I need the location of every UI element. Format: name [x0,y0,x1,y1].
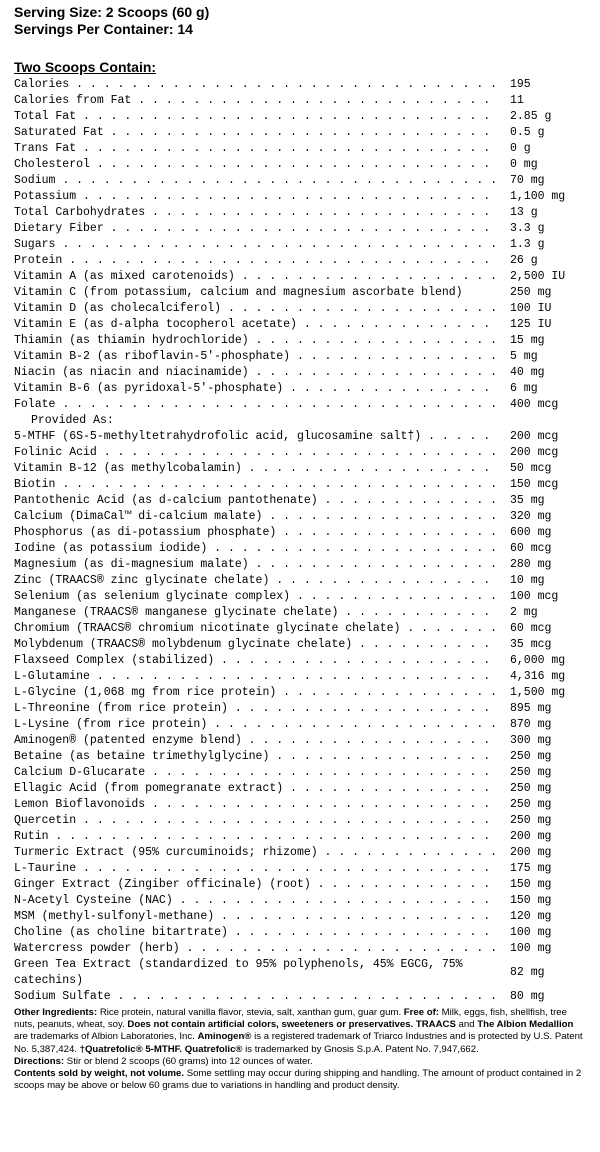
nutrient-row [14,829,586,845]
nutrient-row [14,285,586,301]
nutrient-amount: 100 IU [510,302,552,315]
nutrient-amount: 11 [510,94,524,107]
nutrient-row [14,813,586,829]
nutrient-row [14,221,586,237]
dot-leader: . . . . . . . . . . . . . . . . . . [248,334,498,347]
nutrient-name: Vitamin D (as cholecalciferol) [14,302,222,315]
footer-notes [14,1007,586,1092]
aminogen-text: is a registered trademark of Triarco Industries and is protected by U.S. Patent No. 5,387,424. [14,1031,583,1055]
albion-label: The Albion Medallion [477,1019,574,1031]
nutrient-name: L-Threonine (from rice protein) [14,702,228,715]
nutrient-name: Quercetin [14,814,77,827]
dot-leader: . . . . . . . . . . . [338,606,491,619]
dot-leader: . . . . . . . . . . . . . . . [290,590,498,603]
traacs-label: TRAACS [415,1019,456,1031]
nutrient-row [14,525,586,541]
dot-leader: . . . . . . . . . . . . . . . . . . . [227,702,491,715]
nutrient-amount: 895 mg [510,702,552,715]
dot-leader: . . . . . . . . . . . . . . . . . . . . . . . . . . . . . [89,158,491,171]
nutrient-row [14,733,586,749]
nutrient-amount: 0.5 g [510,126,545,139]
nutrient-amount: 280 mg [510,558,552,571]
dot-leader: . . . . . . . . . . . . . . . . . . . . . [207,718,498,731]
nutrient-row [14,301,586,317]
nutrient-name: Iodine (as potassium iodide) [14,542,208,555]
dot-leader: . . . . . . . . . . . . . . . . . . . . . . . . . . . . . . [76,190,491,203]
dot-leader: . . . . . . . . . . . . . . . . . . . . . . . . . [145,798,491,811]
nutrient-name: Chromium (TRAACS® chromium nicotinate glycinate chelate) [14,622,401,635]
nutrient-amount: 10 mg [510,574,545,587]
dot-leader: . . . . . . . . . . . . . . . . . . [241,462,491,475]
dot-leader: . . . . . [421,430,491,443]
nutrient-name: Dietary Fiber [14,222,104,235]
nutrient-row [14,893,586,909]
albion-text: are trademarks of Albion Laboratories, Inc. [14,1031,198,1043]
nutrient-amount: 250 mg [510,750,552,763]
nutrient-name: Biotin [14,478,56,491]
nutrient-amount: 150 mcg [510,478,559,491]
dot-leader: . . . . . . . . . . . . . . . [283,382,491,395]
dot-leader: . . . . . . . . . . . . . . . . . . . . . . . . . . . . . . [76,814,491,827]
nutrient-name: Sodium [14,174,56,187]
nutrient-row [14,237,586,253]
nutrient-name: Sugars [14,238,56,251]
servings-per-container: Servings Per Container: 14 [14,21,193,37]
nutrient-name: Vitamin C (from potassium, calcium and magnesium ascorbate blend) [14,286,463,299]
nutrient-name: Vitamin B-2 (as riboflavin-5'-phosphate) [14,350,291,363]
nutrient-amount: 6 mg [510,382,538,395]
nutrient-name: Molybdenum (TRAACS® molybdenum glycinate chelate) [14,638,353,651]
nutrient-row [14,685,586,701]
nutrient-name: L-Glutamine [14,670,90,683]
dot-leader: . . . . . . . . . . . . . . . . . . . . . . . . . . . . . . [76,862,491,875]
nutrient-amount: 100 mg [510,942,552,955]
directions-paragraph [14,1056,586,1068]
nutrient-subheading [14,413,586,429]
nutrient-row [14,637,586,653]
nutrient-name: Cholesterol [14,158,90,171]
nutrient-row [14,109,586,125]
dot-leader: . . . . . . . . . . . . . . . . . . . . . . . . . . . . . . [76,142,491,155]
nutrient-row [14,621,586,637]
nutrient-row [14,317,586,333]
nutrient-amount: 60 mcg [510,622,552,635]
nutrient-row [14,765,586,781]
section-title: Two Scoops Contain: [14,59,157,75]
nutrient-amount: 4,316 mg [510,670,566,683]
nutrient-name: Ginger Extract (Zingiber officinale) (root) [14,878,311,891]
nutrient-row [14,189,586,205]
nutrient-amount: 5 mg [510,350,538,363]
nutrient-row [14,77,586,93]
dot-leader: . . . . . . . . . . . . . . . . . . . . . . . [179,942,498,955]
nutrient-amount: 870 mg [510,718,552,731]
nutrient-row [14,957,586,989]
nutrient-name: Lemon Bioflavonoids [14,798,146,811]
nutrient-amount: 250 mg [510,782,552,795]
nutrient-row [14,461,586,477]
nutrient-amount: 40 mg [510,366,545,379]
nutrient-amount: 250 mg [510,814,552,827]
dot-leader: . . . . . . . . . . . . . . . [290,350,498,363]
dot-leader: . . . . . . . . . . . . . . . . . . . . [221,302,498,315]
and-text: and [455,1019,478,1031]
nutrient-name: Green Tea Extract (standardized to 95% polyphenols, 45% EGCG, 75% catechins) [14,958,463,987]
dot-leader: . . . . . . . . . . [352,638,491,651]
nutrient-row [14,557,586,573]
nutrient-row [14,797,586,813]
nutrient-name: Folinic Acid [14,446,97,459]
nutrient-name: Selenium (as selenium glycinate complex) [14,590,291,603]
nutrient-amount: 195 [510,78,531,91]
nutrient-row [14,269,586,285]
nutrient-row [14,589,586,605]
nutrient-row [14,509,586,525]
nutrient-name: N-Acetyl Cysteine (NAC) [14,894,173,907]
nutrient-amount: 60 mcg [510,542,552,555]
nutrient-amount: 82 mg [510,966,545,979]
nutrient-row [14,445,586,461]
dot-leader: . . . . . . . . . . . . . . . . [276,526,498,539]
dot-leader: . . . . . . . . . . . . . . . . . . . . . . . . . . . . . . . . [55,398,498,411]
nutrient-amount: 0 mg [510,158,538,171]
nutrient-row [14,477,586,493]
dot-leader: . . . . . . . . . . . . . . . . [269,750,491,763]
quatrefolic-mark: †Quatrefolic® 5-MTHF. [79,1043,183,1055]
nutrient-row [14,669,586,685]
ingredients-paragraph [14,1007,586,1056]
nutrient-row [14,125,586,141]
nutrient-name: L-Taurine [14,862,77,875]
nutrient-row [14,605,586,621]
nutrient-row [14,349,586,365]
nutrient-name: Trans Fat [14,142,77,155]
nutrient-name: Thiamin (as thiamin hydrochloride) [14,334,249,347]
nutrient-name: 5-MTHF (6S-5-methyltetrahydrofolic acid, glucosamine salt†) [14,430,422,443]
quatrefolic-text: is trademarked by Gnosis S.p.A. Patent No. 7,947,662. [242,1043,479,1055]
nutrient-name: Folate [14,398,56,411]
nutrient-name: Niacin (as niacin and niacinamide) [14,366,249,379]
nutrient-name: Saturated Fat [14,126,104,139]
dot-leader: . . . . . . . . . . . . . . [296,318,491,331]
contents-text: Some settling may occur during shipping and handling. The amount of product contained in 2 scoops may be above or below 60 grams due to variations in handling and product density. [14,1068,582,1092]
quatrefolic-label: Quatrefolic® [184,1043,243,1055]
nutrient-row [14,541,586,557]
nutrient-amount: 0 g [510,142,531,155]
nutrient-row [14,861,586,877]
nutrient-amount: 200 mg [510,846,552,859]
nutrient-row [14,749,586,765]
nutrient-name: Choline (as choline bitartrate) [14,926,228,939]
free-of-text: Milk, eggs, fish, shellfish, tree nuts, peanuts, wheat, soy. [14,1007,567,1031]
dot-leader: . . . . . . . . . . . . . . . . . . . . . . . [172,894,491,907]
nutrient-amount: 50 mcg [510,462,552,475]
nutrient-row [14,253,586,269]
nutrient-name: Manganese (TRAACS® manganese glycinate chelate) [14,606,339,619]
dot-leader: . . . . . . . . . . . . . . . . . . . . . . . . . . . . . . . . [55,174,498,187]
dot-leader: . . . . . . . . . . . . . . . . . . [248,558,498,571]
nutrient-name: Betaine (as betaine trimethylglycine) [14,750,270,763]
dot-leader: . . . . . . . . . . . . . . . . . . . . . . . . . . . . [103,126,491,139]
nutrient-name: Vitamin A (as mixed carotenoids) [14,270,235,283]
nutrient-amount: 80 mg [510,990,545,1003]
dot-leader: . . . . . . . . . . . . . . . . . . . . . . . . . . . . . . . . [55,478,498,491]
dot-leader: . . . . . . . . . . . . . [317,494,498,507]
nutrient-row [14,573,586,589]
dot-leader: . . . . . . . . . . . . . . . . . . . . [214,654,491,667]
nutrient-amount: 300 mg [510,734,552,747]
nutrient-row [14,173,586,189]
nutrient-row [14,333,586,349]
nutrient-row [14,381,586,397]
nutrient-name: Vitamin B-12 (as methylcobalamin) [14,462,242,475]
nutrient-row [14,781,586,797]
dot-leader: . . . . . . . . . . . . . . . . . . . . . . . . . . . . . [89,670,491,683]
nutrient-name: Magnesium (as di-magnesium malate) [14,558,249,571]
nutrient-name: Calories [14,78,70,91]
nutrient-name: Aminogen® (patented enzyme blend) [14,734,242,747]
nutrient-list [14,77,586,1005]
other-ingredients-text: Rice protein, natural vanilla flavor, stevia, salt, xanthan gum, guar gum. [97,1007,404,1018]
nutrient-amount: 150 mg [510,894,552,907]
directions-label: Directions: [14,1055,65,1067]
nutrient-amount: 100 mcg [510,590,559,603]
dot-leader: . . . . . . . . . . . . . [317,846,498,859]
nutrient-name: Vitamin E (as d-alpha tocopherol acetate) [14,318,297,331]
nutrient-row [14,429,586,445]
nutrient-name: Watercress powder (herb) [14,942,180,955]
dot-leader: . . . . . . . [400,622,498,635]
nutrient-amount: 2 mg [510,606,538,619]
nutrient-row [14,717,586,733]
dot-leader: . . . . . . . . . . . . . . . . . . . . . . . . . . . . . . . . [55,238,498,251]
aminogen-label: Aminogen® [197,1031,252,1043]
nutrient-amount: 150 mg [510,878,552,891]
nutrient-row [14,493,586,509]
nutrient-amount: 320 mg [510,510,552,523]
nutrient-amount: 175 mg [510,862,552,875]
nutrient-row [14,653,586,669]
nutrient-name: Pantothenic Acid (as d-calcium pantothenate) [14,494,318,507]
dot-leader: . . . . . . . . . . . . . . . . [269,574,491,587]
nutrient-row [14,909,586,925]
no-artificial-statement: Does not contain artificial colors, sweeteners or preservatives. [127,1019,414,1031]
nutrient-name: MSM (methyl-sulfonyl-methane) [14,910,215,923]
contents-paragraph [14,1068,586,1092]
dot-leader: . . . . . . . . . . . . . . . . . . . [234,270,498,283]
nutrient-name: Total Carbohydrates [14,206,146,219]
nutrient-row [14,93,586,109]
nutrient-name: Zinc (TRAACS® zinc glycinate chelate) [14,574,270,587]
nutrient-amount: 1,100 mg [510,190,566,203]
dot-leader: . . . . . . . . . . . . . . . . . . [241,734,491,747]
dot-leader: . . . . . . . . . . . . . . . . . . . . . . . . . [145,206,491,219]
nutrient-row [14,845,586,861]
nutrient-row [14,397,586,413]
nutrient-amount: 2.85 g [510,110,552,123]
nutrient-name: Provided As: [31,414,114,427]
nutrient-amount: 6,000 mg [510,654,566,667]
other-ingredients-label: Other Ingredients: [14,1007,98,1018]
dot-leader: . . . . . . . . . . . . . . . . . . . . . . . . . . . . . . [76,110,491,123]
dot-leader: . . . . . . . . . . . . . . . . . . . . . . . . . . . . . . . [69,78,498,91]
nutrient-amount: 250 mg [510,286,552,299]
nutrient-amount: 1.3 g [510,238,545,251]
nutrient-row [14,157,586,173]
nutrient-amount: 100 mg [510,926,552,939]
dot-leader: . . . . . . . . . . . . . . . . . . [248,366,498,379]
nutrient-amount: 35 mg [510,494,545,507]
nutrient-amount: 35 mcg [510,638,552,651]
nutrient-name: L-Glycine (1,068 mg from rice protein) [14,686,277,699]
serving-size: Serving Size: 2 Scoops (60 g) [14,4,210,20]
dot-leader: . . . . . . . . . . . . . . . . . . . . [214,910,491,923]
nutrient-amount: 200 mcg [510,430,559,443]
nutrient-name: Protein [14,254,63,267]
nutrient-name: Calcium (DimaCal™ di-calcium malate) [14,510,263,523]
nutrient-name: Vitamin B-6 (as pyridoxal-5'-phosphate) [14,382,284,395]
nutrient-name: Calories from Fat [14,94,132,107]
nutrient-name: Rutin [14,830,49,843]
nutrient-name: Total Fat [14,110,77,123]
nutrient-amount: 13 g [510,206,538,219]
nutrient-amount: 200 mcg [510,446,559,459]
dot-leader: . . . . . . . . . . . . . . . . . . . . . . . . . . . . . [96,446,498,459]
nutrient-name: L-Lysine (from rice protein) [14,718,208,731]
nutrient-name: Phosphorus (as di-potassium phosphate) [14,526,277,539]
nutrient-row [14,989,586,1005]
dot-leader: . . . . . . . . . . . . . . . . . . . [227,926,491,939]
nutrient-amount: 250 mg [510,798,552,811]
nutrient-row [14,925,586,941]
dot-leader: . . . . . . . . . . . . . . . . . . . . . [207,542,498,555]
nutrient-row [14,141,586,157]
dot-leader: . . . . . . . . . . . . . . . . . . . . . . . . . [145,766,491,779]
dot-leader: . . . . . . . . . . . . . . . . . . . . . . . . . . . . [103,222,491,235]
nutrient-row [14,877,586,893]
nutrient-amount: 3.3 g [510,222,545,235]
nutrient-amount: 70 mg [510,174,545,187]
nutrient-name: Potassium [14,190,77,203]
free-of-label: Free of: [403,1007,439,1018]
dot-leader: . . . . . . . . . . . . . . . [283,782,491,795]
dot-leader: . . . . . . . . . . . . . . . . . . . . . . . . . . . . [110,990,498,1003]
dot-leader: . . . . . . . . . . . . . . . . . [262,510,498,523]
nutrient-amount: 125 IU [510,318,552,331]
nutrient-name: Turmeric Extract (95% curcuminoids; rhizome) [14,846,318,859]
supplement-facts-panel [14,4,586,1092]
nutrient-name: Flaxseed Complex (stabilized) [14,654,215,667]
nutrient-amount: 1,500 mg [510,686,566,699]
nutrient-amount: 120 mg [510,910,552,923]
dot-leader: . . . . . . . . . . . . . . . . . . . . . . . . . . . . . . . [62,254,491,267]
nutrient-row [14,941,586,957]
nutrient-amount: 600 mg [510,526,552,539]
nutrient-amount: 200 mg [510,830,552,843]
dot-leader: . . . . . . . . . . . . . . . . . . . . . . . . . . [131,94,491,107]
nutrient-amount: 400 mcg [510,398,559,411]
nutrient-row [14,205,586,221]
nutrient-amount: 15 mg [510,334,545,347]
nutrient-name: Sodium Sulfate [14,990,111,1003]
nutrient-row [14,701,586,717]
nutrient-amount: 26 g [510,254,538,267]
contents-label: Contents sold by weight, not volume. [14,1068,185,1080]
dot-leader: . . . . . . . . . . . . . . . . . . . . . . . . . . . . . . . . [48,830,491,843]
nutrient-name: Ellagic Acid (from pomegranate extract) [14,782,284,795]
nutrient-amount: 2,500 IU [510,270,566,283]
dot-leader: . . . . . . . . . . . . . . . . [276,686,498,699]
directions-text: Stir or blend 2 scoops (60 grams) into 12 ounces of water. [64,1055,313,1067]
nutrient-row [14,365,586,381]
nutrient-amount: 250 mg [510,766,552,779]
dot-leader: . . . . . . . . . . . . . [310,878,491,891]
nutrient-name: Calcium D-Glucarate [14,766,146,779]
